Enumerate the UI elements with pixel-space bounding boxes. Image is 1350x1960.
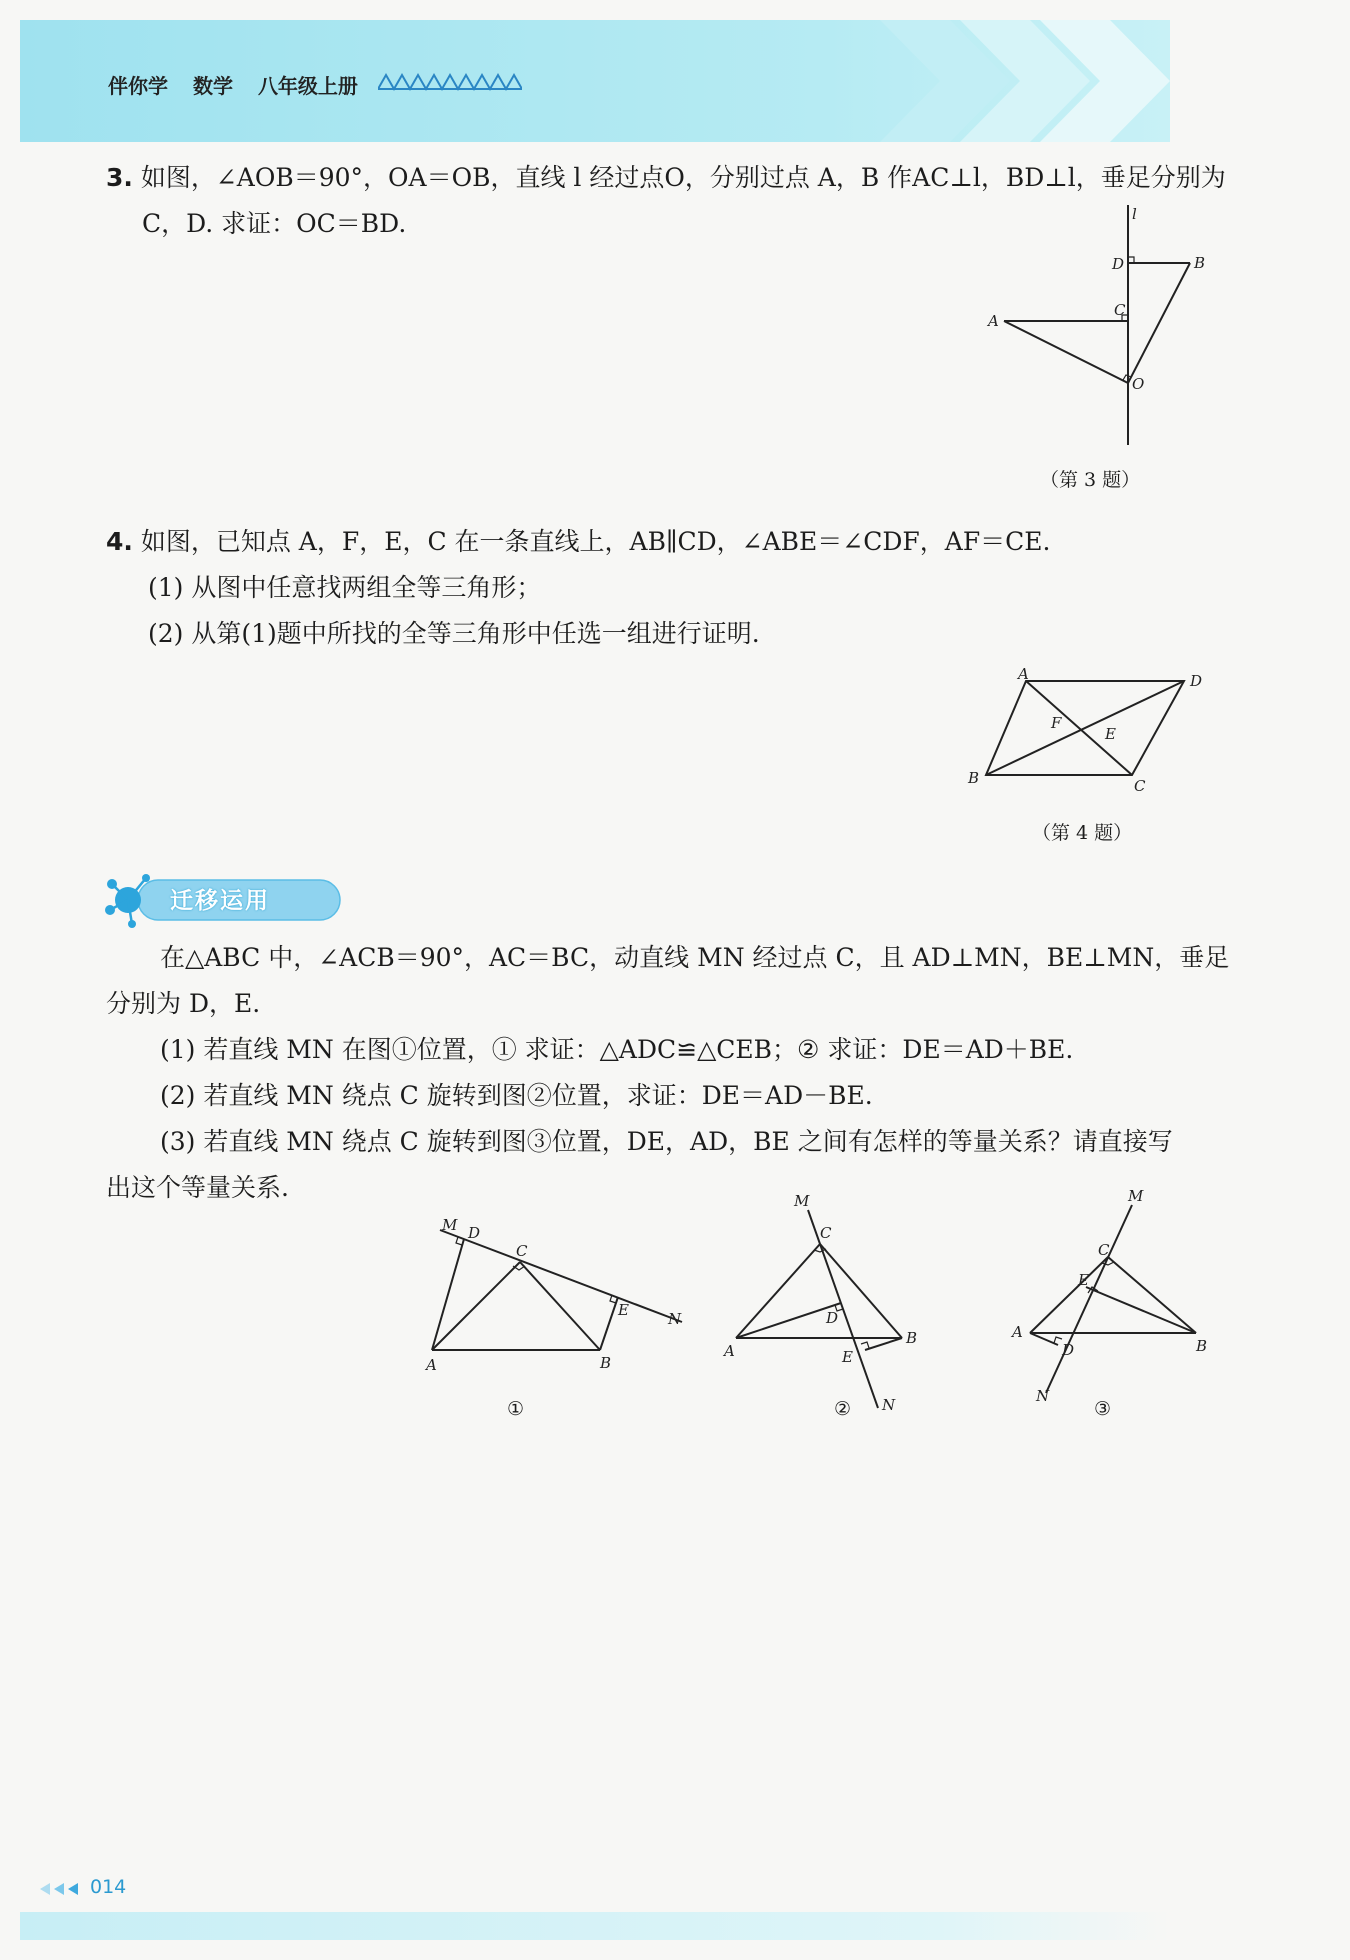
book-name: 伴你学 [108,74,168,98]
fig2-label-C: C [820,1224,832,1242]
grade-name: 八年级上册 [257,74,358,98]
q4-number: 4. [106,527,133,556]
fig1-label-D: D [468,1224,481,1242]
section-part-2: (2) 若直线 MN 绕点 C 旋转到图②位置，求证：DE＝AD－BE. [160,1081,873,1110]
fig2-label-B: B [906,1329,918,1347]
fig2-label-M: M [794,1192,810,1210]
section-figure-2 [718,1190,928,1415]
fig3-label-E: E [1078,1271,1089,1289]
q3-figure [980,205,1220,455]
q3-label-B: B [1194,254,1206,272]
section-part-3b: 出这个等量关系. [106,1173,289,1202]
section-part-1: (1) 若直线 MN 在图①位置，① 求证：△ADC≌△CEB；② 求证：DE＝AD＋BE. [160,1035,1074,1064]
q4-label-A: A [1018,665,1029,683]
footer-band [20,1912,1170,1940]
fig3-label-B: B [1196,1337,1208,1355]
q4-figure [960,665,1220,805]
fig2-label-E: E [842,1348,853,1366]
section-figure-1 [420,1210,690,1370]
q3-label-l: l [1132,205,1137,223]
fig1-label-M: M [442,1216,458,1234]
q4-line1 [106,522,1051,558]
header-chevron-decoration [880,20,1210,142]
fig2-label-D: D [826,1309,839,1327]
q4-text-1: 如图，已知点 A，F，E，C 在一条直线上，AB∥CD，∠ABE＝∠CDF，AF＝CE. [140,527,1051,556]
q3-number: 3. [106,163,133,192]
page-number: 014 [90,1876,127,1898]
q3-caption: （第 3 题） [1040,469,1141,491]
q3-line1 [106,158,1226,194]
section-title: 迁移运用 [170,888,270,914]
fig3-label-D: D [1062,1341,1075,1359]
subject-name: 数学 [192,74,233,98]
zigzag-decoration [378,72,522,92]
q4-label-B: B [968,769,980,787]
q4-caption: （第 4 题） [1032,822,1133,844]
q3-text-1: 如图，∠AOB＝90°，OA＝OB，直线 l 经过点O，分别过点 A，B 作AC⊥l，BD⊥l，垂足分别为 [140,163,1226,192]
fig1-label-A: A [426,1356,437,1370]
q3-label-C: C [1114,301,1126,319]
q4-sub1: (1) 从图中任意找两组全等三角形； [148,573,542,602]
fig2-caption: ② [834,1398,852,1420]
fig1-caption: ① [507,1398,525,1420]
fig1-label-B: B [600,1354,612,1370]
fig2-label-N: N [882,1396,896,1414]
q3-label-D: D [1112,255,1125,273]
fig3-label-A: A [1012,1323,1023,1341]
fig3-label-M: M [1128,1187,1144,1205]
section-intro-2: 分别为 D，E. [106,989,261,1018]
fig1-label-N: N [668,1310,682,1328]
fig3-label-C: C [1098,1241,1110,1259]
fig1-label-C: C [516,1242,528,1260]
q4-label-D: D [1190,672,1203,690]
fig2-label-A: A [724,1342,735,1360]
q3-label-O: O [1132,375,1145,393]
q3-label-A: A [988,312,999,330]
q3-line2: C，D. 求证：OC＝BD. [142,209,407,238]
q4-sub2: (2) 从第(1)题中所找的全等三角形中任选一组进行证明. [148,619,760,648]
fig1-label-E: E [618,1301,629,1319]
section-intro-1: 在△ABC 中，∠ACB＝90°，AC＝BC，动直线 MN 经过点 C，且 AD⊥MN，BE⊥MN，垂足 [160,943,1230,972]
section-figure-3 [1000,1185,1220,1415]
section-part-3: (3) 若直线 MN 绕点 C 旋转到图③位置，DE，AD，BE 之间有怎样的等量关系？请直接写 [160,1127,1173,1156]
q4-label-C: C [1134,777,1146,795]
header-title [108,70,376,99]
q4-label-E: E [1105,725,1116,743]
fig3-label-N: N [1036,1387,1050,1405]
fig3-caption: ③ [1094,1398,1112,1420]
page-arrow-icon [40,1880,90,1898]
q4-label-F: F [1051,714,1062,732]
